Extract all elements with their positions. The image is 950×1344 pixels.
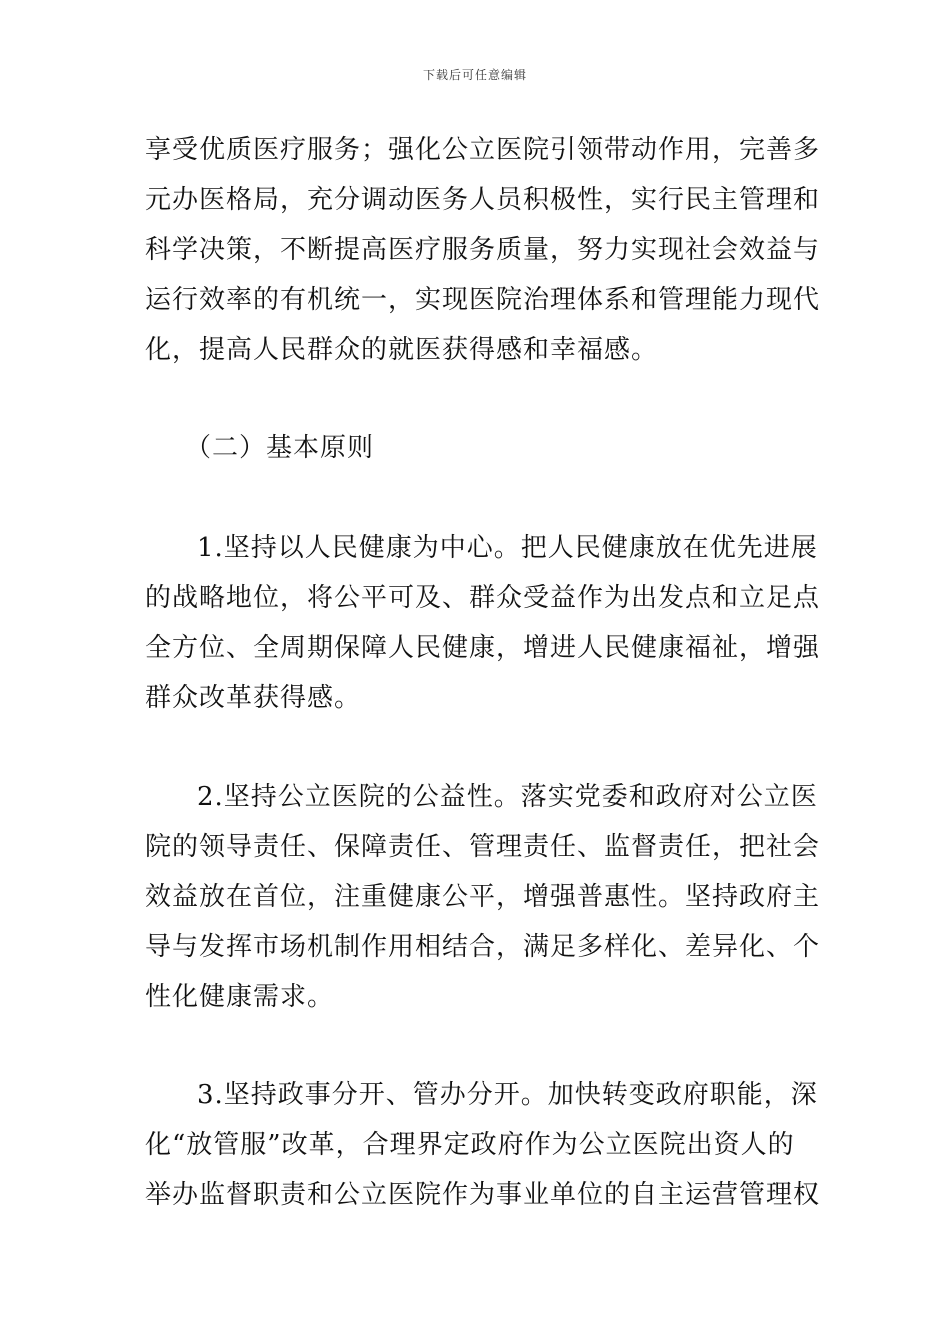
paragraph-line: 享受优质医疗服务；强化公立医院引领带动作用，完善多 — [145, 135, 821, 165]
section-heading: （二）基本原则 — [185, 433, 375, 463]
principle-3-paragraph — [145, 1070, 821, 1220]
principle-1-paragraph — [145, 523, 821, 723]
section-heading-block — [145, 423, 815, 473]
paragraph-line: 的战略地位，将公平可及、群众受益作为出发点和立足点 — [145, 583, 821, 613]
principle-2-paragraph — [145, 772, 821, 1022]
paragraph-line: 化“放管服”改革，合理界定政府作为公立医院出资人的 — [145, 1130, 795, 1160]
paragraph-line: 院的领导责任、保障责任、管理责任、监督责任，把社会 — [145, 832, 821, 862]
paragraph-line: 1.坚持以人民健康为中心。把人民健康放在优先进展 — [197, 533, 818, 563]
header-note: 下载后可任意编辑 — [422, 68, 527, 82]
paragraph-line: 举办监督职责和公立医院作为事业单位的自主运营管理权 — [145, 1180, 821, 1210]
paragraph-line: 效益放在首位，注重健康公平，增强普惠性。坚持政府主 — [145, 882, 821, 912]
paragraph-line: 群众改革获得感。 — [145, 683, 362, 713]
paragraph-line: 全方位、全周期保障人民健康，增进人民健康福祉，增强 — [145, 633, 821, 663]
paragraph-line: 运行效率的有机统一，实现医院治理体系和管理能力现代 — [145, 285, 821, 315]
paragraph-line: 科学决策，不断提高医疗服务质量，努力实现社会效益与 — [145, 235, 821, 265]
paragraph-line: 2.坚持公立医院的公益性。落实党委和政府对公立医 — [197, 782, 818, 812]
paragraph-line: 化，提高人民群众的就医获得感和幸福感。 — [145, 335, 659, 365]
paragraph-line: 元办医格局，充分调动医务人员积极性，实行民主管理和 — [145, 185, 821, 215]
paragraph-line: 导与发挥市场机制作用相结合，满足多样化、差异化、个 — [145, 932, 821, 962]
paragraph-line: 3.坚持政事分开、管办分开。加快转变政府职能，深 — [197, 1080, 818, 1110]
paragraph-line: 性化健康需求。 — [145, 982, 335, 1012]
intro-paragraph — [145, 125, 821, 375]
